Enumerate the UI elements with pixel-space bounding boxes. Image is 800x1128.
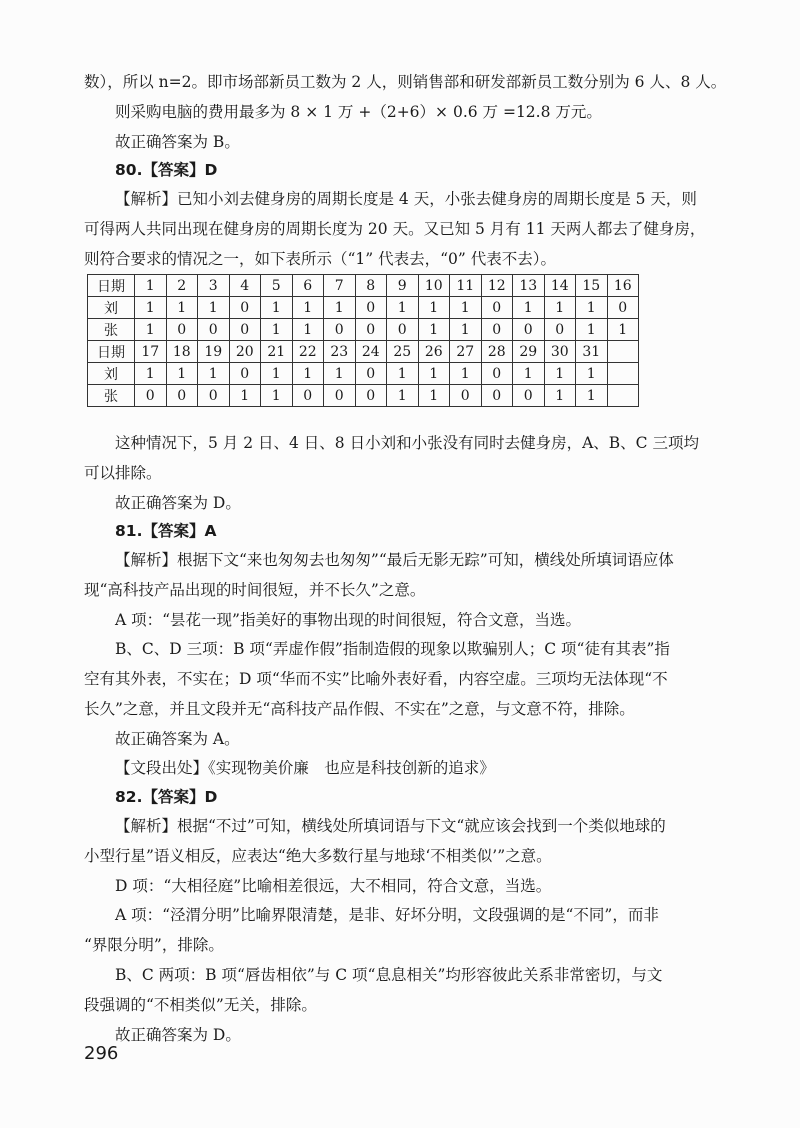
paragraph-line: 长久”之意，并且文段并无“高科技产品作假、不实在”之意，与文意不符，排除。 bbox=[84, 700, 635, 718]
table-cell: 0 bbox=[355, 297, 387, 319]
table-cell: 15 bbox=[576, 275, 608, 297]
table-cell: 13 bbox=[513, 275, 545, 297]
table-row bbox=[88, 297, 639, 319]
table-row bbox=[88, 275, 639, 297]
paragraph-line: 空有其外表，不实在；D 项“华而不实”比喻外表好看，内容空虚。三项均无法体现“不 bbox=[84, 670, 668, 688]
paragraph-line: 这种情况下，5 月 2 日、4 日、8 日小刘和小张没有同时去健身房，A、B、C 三项均 bbox=[115, 434, 699, 452]
question-82-answer-heading: 82.【答案】D bbox=[115, 788, 218, 806]
table-cell: 0 bbox=[229, 363, 261, 385]
paragraph-line: “界限分明”，排除。 bbox=[84, 936, 224, 954]
table-cell: 18 bbox=[166, 341, 198, 363]
table-cell: 1 bbox=[576, 297, 608, 319]
table-cell: 27 bbox=[450, 341, 482, 363]
table-cell: 1 bbox=[324, 297, 356, 319]
table-cell: 0 bbox=[355, 319, 387, 341]
table-cell: 1 bbox=[387, 297, 419, 319]
table-cell: 0 bbox=[544, 319, 576, 341]
table-cell: 0 bbox=[292, 385, 324, 407]
question-81-answer-heading: 81.【答案】A bbox=[115, 522, 217, 540]
paragraph-line: 则符合要求的情况之一，如下表所示（“1” 代表去，“0” 代表不去）。 bbox=[84, 250, 557, 268]
table-cell: 0 bbox=[355, 363, 387, 385]
table-cell: 7 bbox=[324, 275, 356, 297]
table-cell: 0 bbox=[481, 319, 513, 341]
paragraph-line: 【解析】已知小刘去健身房的周期长度是 4 天，小张去健身房的周期长度是 5 天，则 bbox=[115, 190, 697, 208]
table-row bbox=[88, 319, 639, 341]
table-cell: 30 bbox=[544, 341, 576, 363]
table-cell: 24 bbox=[355, 341, 387, 363]
table-cell: 1 bbox=[261, 385, 293, 407]
table-cell: 8 bbox=[355, 275, 387, 297]
paragraph-line: B、C 两项：B 项“唇齿相依”与 C 项“息息相关”均形容彼此关系非常密切，与文 bbox=[115, 966, 663, 984]
table-cell: 1 bbox=[198, 297, 230, 319]
table-cell: 1 bbox=[292, 297, 324, 319]
table-cell: 1 bbox=[135, 275, 167, 297]
paragraph-line: A 项：“昙花一现”指美好的事物出现的时间很短，符合文意，当选。 bbox=[115, 611, 581, 629]
table-cell: 19 bbox=[198, 341, 230, 363]
paragraph-line: 故正确答案为 B。 bbox=[115, 133, 240, 151]
table-cell: 3 bbox=[198, 275, 230, 297]
table-cell: 1 bbox=[261, 297, 293, 319]
table-row bbox=[88, 363, 639, 385]
table-cell bbox=[607, 385, 639, 407]
table-cell: 1 bbox=[135, 363, 167, 385]
table-cell: 0 bbox=[324, 319, 356, 341]
table-cell: 5 bbox=[261, 275, 293, 297]
table-cell: 1 bbox=[513, 297, 545, 319]
paragraph-line: 故正确答案为 D。 bbox=[115, 1026, 241, 1044]
table-cell: 10 bbox=[418, 275, 450, 297]
paragraph-line: B、C、D 三项：B 项“弄虚作假”指制造假的现象以欺骗别人；C 项“徒有其表”指 bbox=[115, 640, 670, 658]
paragraph-line: 【解析】根据“不过”可知，横线处所填词语与下文“就应该会找到一个类似地球的 bbox=[115, 817, 666, 835]
paragraph-line: 段强调的“不相类似”无关，排除。 bbox=[84, 996, 317, 1014]
table-cell: 1 bbox=[135, 319, 167, 341]
paragraph-line: 【解析】根据下文“来也匆匆去也匆匆”“最后无影无踪”可知，横线处所填词语应体 bbox=[115, 551, 674, 569]
paragraph-line: 小型行星”语义相反，应表达“绝大多数行星与地球‘不相类似’”之意。 bbox=[84, 847, 552, 865]
table-cell: 25 bbox=[387, 341, 419, 363]
table-cell: 0 bbox=[513, 319, 545, 341]
table-cell: 0 bbox=[513, 385, 545, 407]
paragraph-line: 现“高科技产品出现的时间很短，并不长久”之意。 bbox=[84, 581, 426, 599]
paragraph-line: 则采购电脑的费用最多为 8 × 1 万 +（2+6）× 0.6 万 =12.8 万元。 bbox=[115, 103, 602, 121]
table-cell: 0 bbox=[481, 297, 513, 319]
table-cell: 1 bbox=[135, 297, 167, 319]
table-cell: 1 bbox=[387, 363, 419, 385]
table-cell: 0 bbox=[166, 319, 198, 341]
table-cell: 日期 bbox=[88, 341, 135, 363]
table-cell: 0 bbox=[166, 385, 198, 407]
table-cell: 11 bbox=[450, 275, 482, 297]
table-cell: 0 bbox=[198, 385, 230, 407]
paragraph-line: 可以排除。 bbox=[84, 464, 162, 482]
table-cell: 张 bbox=[88, 385, 135, 407]
table-cell: 0 bbox=[198, 319, 230, 341]
paragraph-line: 可得两人共同出现在健身房的周期长度为 20 天。又已知 5 月有 11 天两人都去了健身房， bbox=[84, 220, 706, 238]
table-cell: 1 bbox=[418, 297, 450, 319]
page-number: 296 bbox=[84, 1043, 119, 1064]
table-row bbox=[88, 341, 639, 363]
table-row bbox=[88, 385, 639, 407]
table-cell: 1 bbox=[544, 363, 576, 385]
table-cell: 26 bbox=[418, 341, 450, 363]
table-cell: 1 bbox=[513, 363, 545, 385]
table-cell: 28 bbox=[481, 341, 513, 363]
table-cell: 0 bbox=[355, 385, 387, 407]
table-cell: 6 bbox=[292, 275, 324, 297]
table-cell bbox=[607, 363, 639, 385]
table-cell: 0 bbox=[481, 363, 513, 385]
paragraph-line: 故正确答案为 D。 bbox=[115, 494, 241, 512]
table-cell: 1 bbox=[261, 319, 293, 341]
table-cell: 29 bbox=[513, 341, 545, 363]
table-cell: 4 bbox=[229, 275, 261, 297]
table-cell: 0 bbox=[229, 319, 261, 341]
table-cell: 0 bbox=[135, 385, 167, 407]
table-cell: 刘 bbox=[88, 363, 135, 385]
table-cell: 1 bbox=[450, 319, 482, 341]
table-cell: 1 bbox=[198, 363, 230, 385]
paragraph-line: D 项：“大相径庭”比喻相差很远，大不相同，符合文意，当选。 bbox=[115, 877, 552, 895]
table-cell: 21 bbox=[261, 341, 293, 363]
schedule-table bbox=[87, 274, 639, 407]
table-cell: 1 bbox=[166, 297, 198, 319]
table-cell: 1 bbox=[607, 319, 639, 341]
table-cell: 1 bbox=[450, 363, 482, 385]
table-cell: 1 bbox=[387, 385, 419, 407]
table-cell: 0 bbox=[450, 385, 482, 407]
table-cell: 1 bbox=[418, 319, 450, 341]
paragraph-line: A 项：“泾渭分明”比喻界限清楚，是非、好坏分明，文段强调的是“不同”，而非 bbox=[115, 906, 659, 924]
table-cell: 张 bbox=[88, 319, 135, 341]
table-cell: 16 bbox=[607, 275, 639, 297]
table-cell: 0 bbox=[607, 297, 639, 319]
table-cell: 1 bbox=[418, 385, 450, 407]
table-cell: 1 bbox=[166, 363, 198, 385]
paragraph-line: 故正确答案为 A。 bbox=[115, 730, 240, 748]
table-cell: 1 bbox=[576, 385, 608, 407]
table-cell: 14 bbox=[544, 275, 576, 297]
table-cell: 日期 bbox=[88, 275, 135, 297]
table-cell: 1 bbox=[576, 363, 608, 385]
table-cell: 1 bbox=[544, 385, 576, 407]
table-cell: 12 bbox=[481, 275, 513, 297]
table-cell: 1 bbox=[544, 297, 576, 319]
question-80-answer-heading: 80.【答案】D bbox=[115, 161, 218, 179]
table-cell: 9 bbox=[387, 275, 419, 297]
table-cell: 0 bbox=[324, 385, 356, 407]
table-cell: 20 bbox=[229, 341, 261, 363]
table-cell: 1 bbox=[292, 363, 324, 385]
paragraph-line: 数），所以 n=2。即市场部新员工数为 2 人，则销售部和研发部新员工数分别为 6 人、8 人。 bbox=[84, 73, 727, 91]
table-cell: 0 bbox=[229, 297, 261, 319]
table-cell: 1 bbox=[229, 385, 261, 407]
table-cell: 2 bbox=[166, 275, 198, 297]
table-cell: 22 bbox=[292, 341, 324, 363]
table-cell: 1 bbox=[418, 363, 450, 385]
table-cell: 刘 bbox=[88, 297, 135, 319]
table-cell: 0 bbox=[387, 319, 419, 341]
table-cell: 1 bbox=[576, 319, 608, 341]
table-cell: 1 bbox=[324, 363, 356, 385]
table-cell: 0 bbox=[481, 385, 513, 407]
table-cell: 1 bbox=[450, 297, 482, 319]
table-cell bbox=[607, 341, 639, 363]
table-cell: 1 bbox=[292, 319, 324, 341]
table-cell: 23 bbox=[324, 341, 356, 363]
table-cell: 31 bbox=[576, 341, 608, 363]
table-cell: 17 bbox=[135, 341, 167, 363]
table-cell: 1 bbox=[261, 363, 293, 385]
source-citation: 【文段出处】《实现物美价廉 也应是科技创新的追求》 bbox=[115, 759, 495, 777]
